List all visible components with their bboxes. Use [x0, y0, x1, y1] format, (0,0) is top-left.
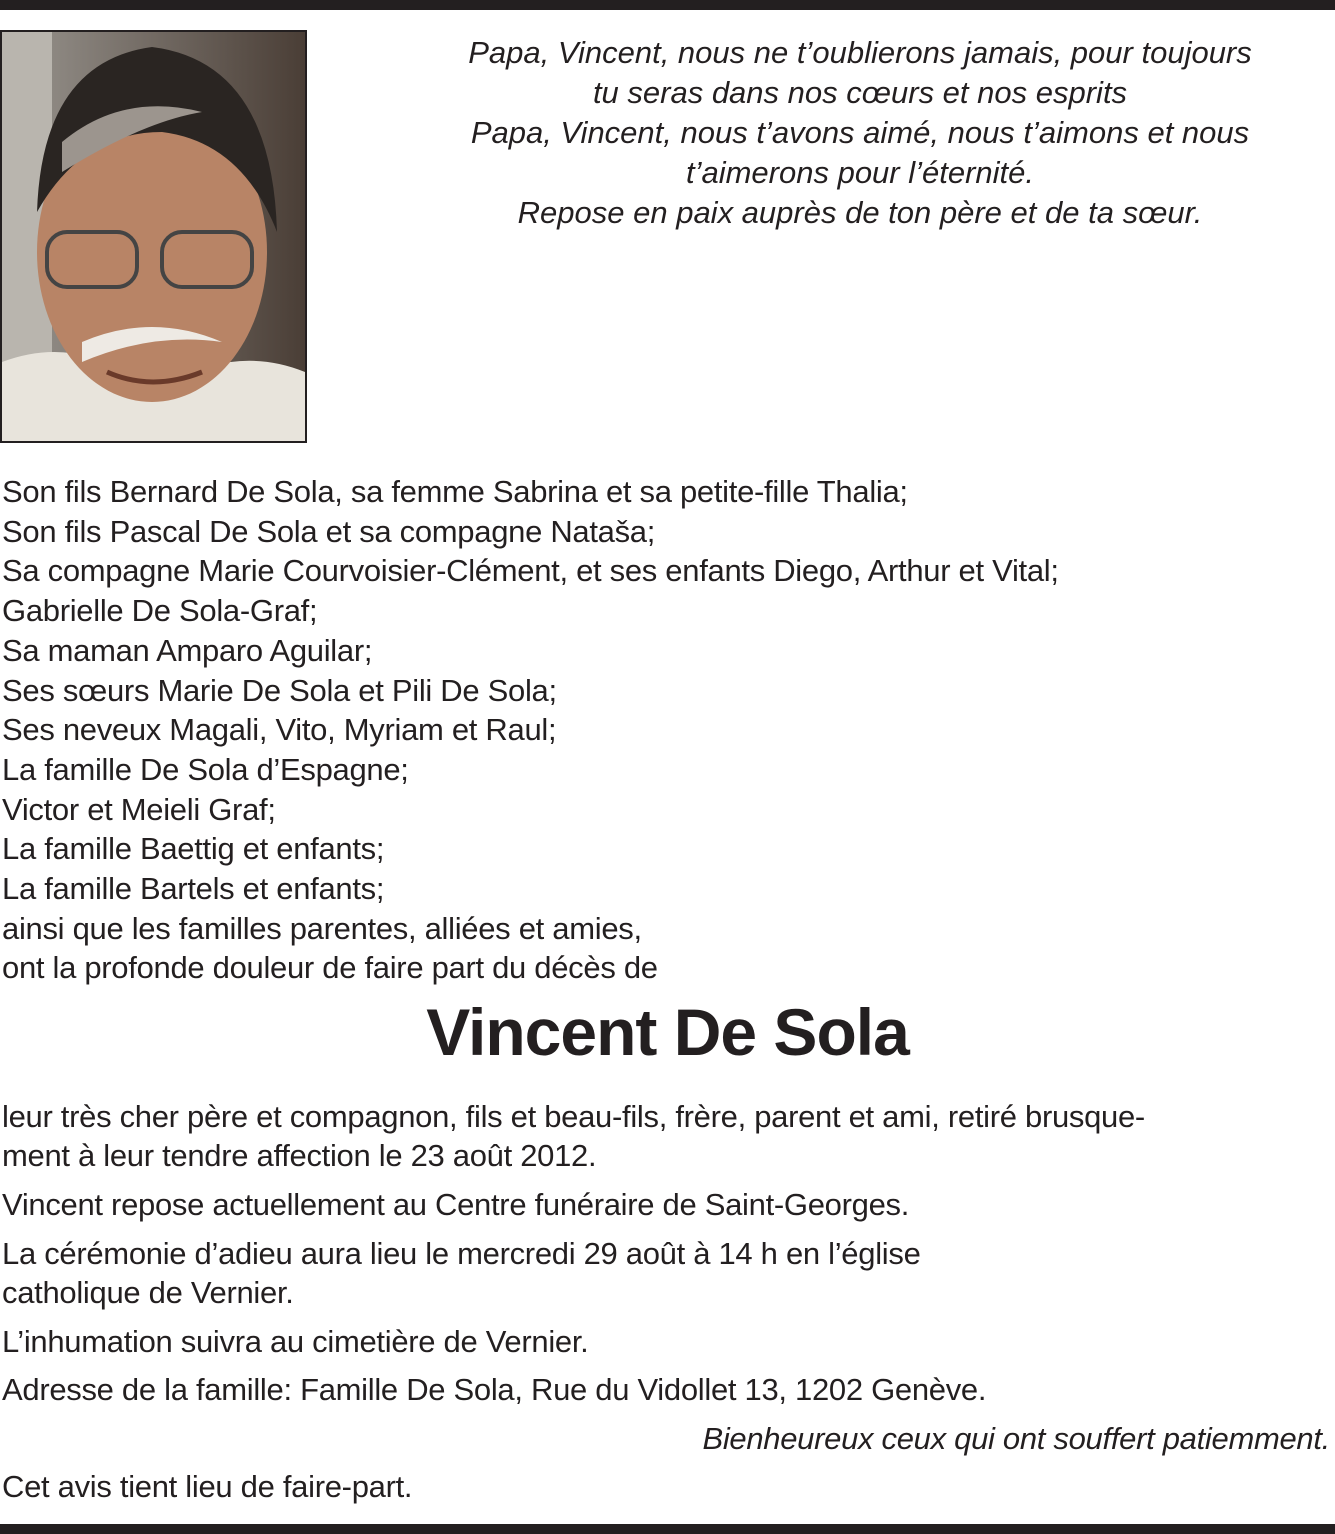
repose-text: Vincent repose actuellement au Centre funéraire de Saint-Georges. [2, 1187, 910, 1222]
family-line: Ses sœurs Marie De Sola et Pili De Sola; [2, 672, 557, 708]
family-line: La famille Bartels et enfants; [2, 871, 385, 907]
family-line: Sa maman Amparo Aguilar; [2, 632, 373, 668]
poem-line: tu seras dans nos cœurs et nos esprits [592, 75, 1128, 110]
ceremony-line: La cérémonie d’adieu aura lieu le mercredi 29 août à 14 h en l’église [2, 1236, 921, 1271]
family-line: La famille Baettig et enfants; [2, 831, 385, 867]
family-line: Gabrielle De Sola-Graf; [2, 593, 318, 629]
tribute-line: leur très cher père et compagnon, fils et beau-fils, frère, parent et ami, retiré brusque- [2, 1099, 1145, 1134]
closing-text: Cet avis tient lieu de faire-part. [2, 1469, 413, 1504]
family-line: Son fils Pascal De Sola et sa compagne Nataša; [2, 513, 656, 549]
family-line: ainsi que les familles parentes, alliées et amies, [2, 910, 642, 946]
closing-quote: Bienheureux ceux qui ont souffert patiemment. [702, 1421, 1330, 1456]
top-rule [0, 0, 1335, 10]
family-line: ont la profonde douleur de faire part du décès de [2, 950, 658, 986]
tribute-line: ment à leur tendre affection le 23 août 2012. [2, 1138, 597, 1173]
family-line: Ses neveux Magali, Vito, Myriam et Raul; [2, 712, 557, 748]
portrait-photo [0, 30, 307, 443]
family-list [2, 472, 1059, 988]
family-line: La famille De Sola d’Espagne; [2, 751, 409, 787]
family-line: Victor et Meieli Graf; [2, 791, 276, 827]
burial-text: L’inhumation suivra au cimetière de Vernier. [2, 1324, 589, 1359]
poem [400, 33, 1320, 233]
family-line: Son fils Bernard De Sola, sa femme Sabrina et sa petite-fille Thalia; [2, 474, 908, 509]
poem-line: t’aimerons pour l’éternité. [685, 155, 1035, 190]
ceremony-line: catholique de Vernier. [2, 1275, 294, 1310]
address-text: Adresse de la famille: Famille De Sola, Rue du Vidollet 13, 1202 Genève. [2, 1372, 987, 1407]
poem-line: Repose en paix auprès de ton père et de ta sœur. [517, 195, 1203, 230]
family-line: Sa compagne Marie Courvoisier-Clément, et ses enfants Diego, Arthur et Vital; [2, 553, 1059, 589]
poem-line: Papa, Vincent, nous t’avons aimé, nous t’aimons et nous [470, 115, 1250, 150]
deceased-name: Vincent De Sola [426, 995, 909, 1069]
poem-line: Papa, Vincent, nous ne t’oublierons jamais, pour toujours [468, 35, 1252, 70]
bottom-rule [0, 1524, 1335, 1534]
